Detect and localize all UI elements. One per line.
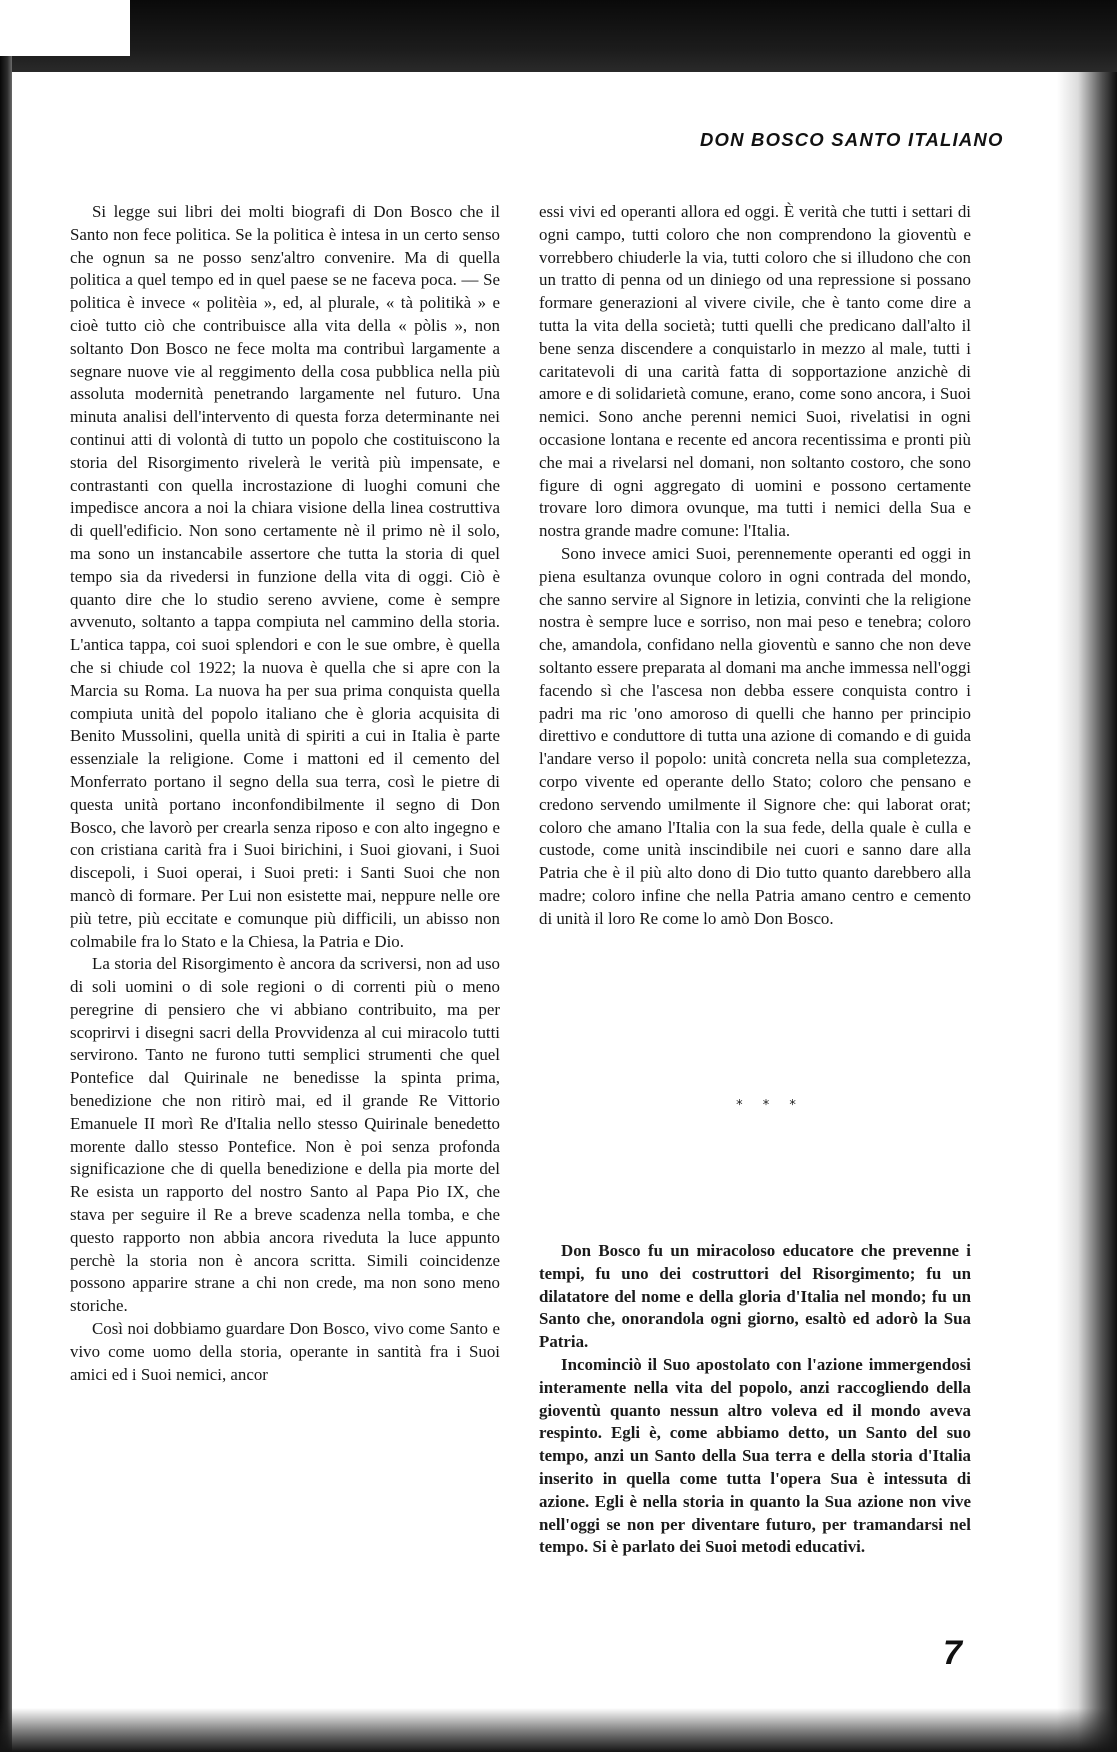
paragraph: essi vivi ed operanti allora ed oggi. È verità che tutti i settari di ogni campo, tutti coloro che non comprendono la gioventù e vorrebbero chiuderle la via, tutti coloro che si illudono che con un tratto di penna od un diniego od una repressione si possano formare generazioni al vivere civile, che è tanto come dire a tutta la vita della società; tutti quelli che predicano dall'alto il bene senza discendere a conquistarlo in mezzo al male, tutti i caritatevoli di una carità fatta di sopportazione anzichè di amore e di solidarietà comune, erano, come sono ancora, i Suoi nemici. Sono anche perenni nemici Suoi, rivelatisi in ogni occasione lontana e recente ed ancora recentissima e pronti più che mai a rivelarsi nel domani, non soltanto costoro, che sono figure di ogni aggregato di uomini e possono certamente trovare loro dimora ovunque, ma tutti i nemici della Sua e nostra grande madre comune: l'Italia. bbox=[539, 202, 971, 541]
scan-border-left bbox=[0, 56, 12, 1752]
paragraph: Sono invece amici Suoi, perennemente operanti ed oggi in piena esultanza ovunque coloro in ogni contrada del mondo, che sanno servire al Signore in letizia, convinti che la religione nostra è sempre luce e sorriso, non mai peso e tenebra; coloro che, amandola, confidano nella gioventù e sanno che non deve soltanto essere preparata al domani ma anche immessa nell'oggi facendo sì che l'ascesa non debba essere conquista contro i padri ma ric 'ono amoroso di quelli che hanno per principio direttivo e conduttore di tutta una azione di comando e di guida l'andare verso il popolo: unità concreta nella sua completezza, corpo vivente ed operante dello Stato; coloro che pensano e credono servendo umilmente il Signore che: qui laborat orat; coloro che amano l'Italia con la sua fede, della quale è culla e custode, come unità inscindibile nei cuori e sanno dare alla Patria che è il più alto dono di Dio tutto quanto darebbero alla madre; coloro infine che nella Patria amano centro e cemento di unità il loro Re come lo amò Don Bosco. bbox=[539, 543, 971, 928]
paragraph: Si legge sui libri dei molti biografi di Don Bosco che il Santo non fece politica. Se la politica è intesa in un certo senso che ognun sa ne posso senz'altro convenire. Ma di quella politica a quel tempo ed in quel paese se ne faceva poca. — Se politica è invece « politèia », ed, al plurale, « tà politikà » e cioè tutto ciò che contribuisce alla vita della « pòlis », non soltanto Don Bosco ne fece molta ma contribuì largamente a segnare nuove vie al reggimento della cosa pubblica nella più assoluta modernità penetrando largamente nel futuro. Una minuta analisi dell'intervento di questa forza determinante nei continui atti di volontà di tutto un popolo che costituiscono la storia del Risorgimento rivelerà le verità più impensate, e contrastanti con quella incrostazione di luoghi comuni che impedisce ancora a noi la chiara visione della linea costruttiva di quell'edificio. Non sono certamente nè il primo nè il solo, ma sono un instancabile assertore che tutta la storia di quel tempo sia da rivedersi in funzione della vita di oggi. Ciò è quanto dire che lo studio sereno avviene, come è sempre avvenuto, soltanto a tappa compiuta nel cammino della storia. L'antica tappa, coi suoi splendori e con le sue ombre, è quella che si chiude col 1922; la nuova è quella che si apre con la Marcia su Roma. La nuova ha per sua prima conquista quella compiuta unità del popolo italiano che è gloria acquisita di Benito Mussolini, quella unità di spiriti a cui in Italia è parte essenziale la religione. Come i mattoni ed il cemento del Monferrato portano il segno della sua terra, così le pietre di questa unità portano inconfondibilmente il segno di Don Bosco, che lavorò per crearla senza riposo e con alto ingegno e con cristiana carità fra i Suoi birichini, i Suoi giovani, i Suoi discepoli, i Suoi operai, i Suoi preti: i Santi Suoi che non mancò di formare. Per Lui non esistette mai, neppure nelle ore più tetre, più eccitate e comunque più difficili, un abisso non colmabile fra lo Stato e la Chiesa, la Patria e Dio. bbox=[70, 202, 500, 951]
scan-paper-notch bbox=[0, 0, 130, 56]
paragraph: La storia del Risorgimento è ancora da scriversi, non ad uso di soli uomini o di sole regioni o di correnti più o meno peregrine di pensiero che vi abbiano contribuito, ma per scoprirvi i disegni sacri della Provvidenza al cui miracolo tutti servirono. Tanto ne furono tutti semplici strumenti che quel Pontefice dal Quirinale ne benedisse la spinta prima, benedizione che non ritirò mai, ed il grande Re Vittorio Emanuele II morì Re d'Italia nello stesso Quirinale benedetto morente dallo stesso Pontefice. Non è poi senza profonda significazione che di quella benedizione e della pia morte del Re esista un rapporto del nostro Santo al Papa Pio IX, che stava per seguire il Re a breve scadenza nella tomba, e che questo rapporto non abbia ancora riveduta la luce appunto perchè la storia non è ancora scritta. Simili coincidenze possono apparire strane a chi non crede, ma non sono meno storiche. bbox=[70, 954, 500, 1316]
section-separator: * * * bbox=[736, 1098, 804, 1113]
right-column-lower bbox=[539, 1240, 971, 1559]
left-column bbox=[70, 201, 500, 1386]
paragraph: Incominciò il Suo apostolato con l'azione immergendosi interamente nella vita del popolo, anzi raccogliendo della gioventù quanto nessun altro voleva ed il mondo aveva respinto. Egli è, come abbiamo detto, un Santo del suo tempo, anzi un Santo della Sua terra e della storia d'Italia inserito in quella come tutta l'opera Sua è intessuta di azione. Egli è nella storia in quanto la Sua azione non vive nell'oggi se non per diventare futuro, per tramandarsi nel tempo. Si è parlato dei Suoi metodi educativi. bbox=[539, 1354, 971, 1557]
scan-shadow-right bbox=[1057, 72, 1117, 1752]
scan-border-top bbox=[0, 0, 1117, 72]
running-head: DON BOSCO SANTO ITALIANO bbox=[700, 129, 1004, 150]
scan-shadow-bottom bbox=[0, 1708, 1117, 1752]
paragraph: Così noi dobbiamo guardare Don Bosco, vivo come Santo e vivo come uomo della storia, operante in santità fra i Suoi amici ed i Suoi nemici, ancor bbox=[70, 1319, 500, 1384]
right-column bbox=[539, 201, 971, 931]
page-number: 7 bbox=[943, 1634, 962, 1672]
paragraph: Don Bosco fu un miracoloso educatore che prevenne i tempi, fu uno dei costruttori del Risorgimento; fu un dilatatore del nome e della gloria d'Italia nel mondo; fu un Santo che, onorandola ogni giorno, esaltò ed adorò la Sua Patria. bbox=[539, 1241, 971, 1352]
